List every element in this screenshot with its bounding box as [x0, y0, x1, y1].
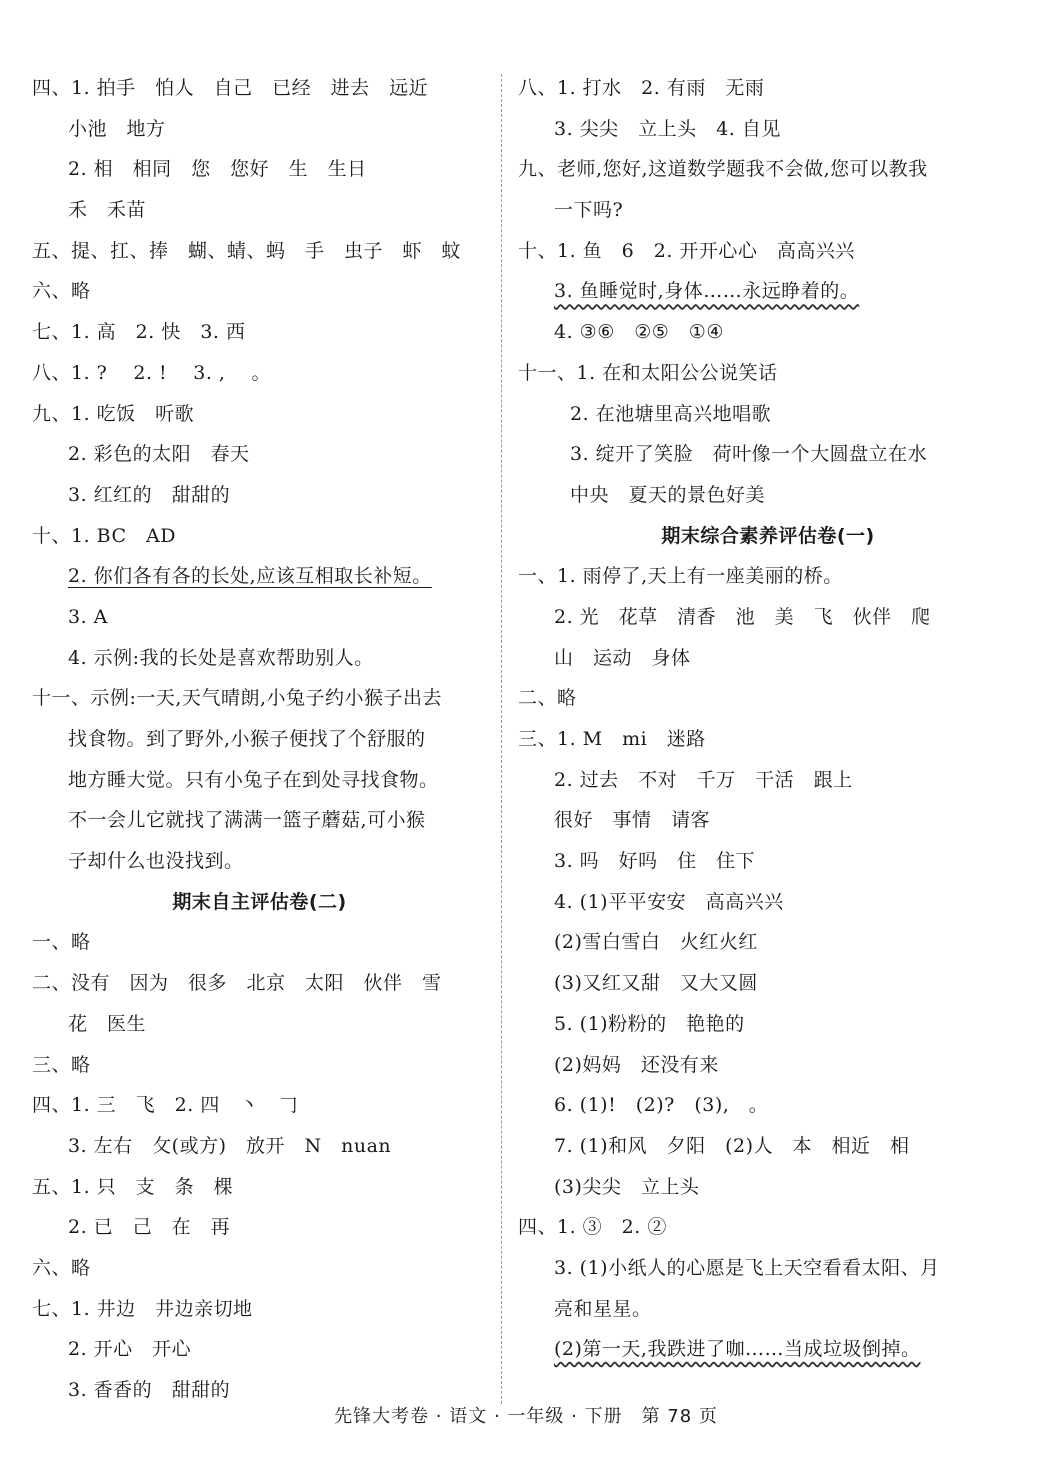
answer-line: 2. 彩色的太阳 春天: [68, 443, 250, 466]
answer-line: (2)第一天,我跌进了咖……当成垃圾倒掉。: [554, 1338, 921, 1361]
answer-line: 2. 已 己 在 再: [68, 1216, 231, 1239]
answer-line: 2. 相 相同 您 您好 生 生日: [68, 158, 367, 181]
answer-line: 十、1. 鱼 6 2. 开开心心 高高兴兴: [518, 239, 855, 262]
answer-line: 二、略: [518, 687, 577, 710]
answer-line: 3. 绽开了笑脸 荷叶像一个大圆盘立在水: [570, 443, 928, 466]
left-answer-column: [32, 68, 487, 1411]
answer-line: 一、略: [32, 931, 91, 954]
answer-line: 很好 事情 请客: [554, 809, 711, 832]
answer-line: 八、1. 打水 2. 有雨 无雨: [518, 77, 765, 99]
section-title: 期末自主评估卷(二): [172, 890, 347, 913]
answer-line: 四、1. 拍手 怕人 自己 已经 进去 远近: [32, 77, 429, 99]
answer-line: 小池 地方: [68, 117, 166, 140]
answer-line: (3)尖尖 立上头: [554, 1175, 700, 1198]
answer-line: 四、1. ③ 2. ②: [518, 1216, 667, 1239]
answer-line: 3. 尖尖 立上头 4. 自见: [554, 117, 781, 140]
answer-line: 九、老师,您好,这道数学题我不会做,您可以教我: [518, 158, 928, 181]
answer-line: 二、没有 因为 很多 北京 太阳 伙伴 雪: [32, 972, 442, 995]
answer-line: 十一、示例:一天,天气晴朗,小兔子约小猴子出去: [32, 687, 442, 710]
answer-line: 十一、1. 在和太阳公公说笑话: [518, 361, 778, 384]
answer-line: 五、1. 只 支 条 棵: [32, 1175, 234, 1198]
answer-line: (2)妈妈 还没有来: [554, 1053, 719, 1076]
answer-line: 4. ③⑥ ②⑤ ①④: [554, 321, 724, 344]
answer-line: 2. 光 花草 清香 池 美 飞 伙伴 爬: [554, 605, 931, 628]
answer-line: 3. 吗 好吗 住 住下: [554, 850, 756, 873]
answer-line: 3. (1)小纸人的心愿是飞上天空看看太阳、月: [554, 1256, 940, 1279]
answer-line: 4. 示例:我的长处是喜欢帮助别人。: [68, 646, 374, 669]
answer-line: 4. (1)平平安安 高高兴兴: [554, 890, 784, 913]
answer-line: 7. (1)和风 夕阳 (2)人 本 相近 相: [554, 1134, 910, 1157]
page-footer: 先锋大考卷 · 语文 · 一年级 · 下册 第 78 页: [334, 1406, 718, 1427]
answer-line: 不一会儿它就找了满满一篮子蘑菇,可小猴: [68, 809, 426, 832]
answer-line: 2. 你们各有各的长处,应该互相取长补短。: [68, 565, 432, 588]
answer-line: 3. 鱼睡觉时,身体……永远睁着的。: [554, 280, 860, 303]
answer-line: 3. 左右 攵(或方) 放开 N nuan: [68, 1134, 392, 1157]
answer-line: 九、1. 吃饭 听歌: [32, 402, 195, 425]
answer-line: 找食物。到了野外,小猴子便找了个舒服的: [68, 728, 426, 750]
answer-line: 四、1. 三 飞 2. 四 丶 𠃌: [32, 1094, 298, 1117]
answer-line: 中央 夏天的景色好美: [570, 483, 766, 506]
answer-line: 山 运动 身体: [554, 646, 691, 669]
answer-line: 三、1. M mi 迷路: [518, 728, 706, 750]
answer-line: 禾 禾苗: [68, 199, 147, 222]
answer-line: 子却什么也没找到。: [68, 850, 244, 873]
answer-line: 八、1. ? 2. ! 3. , 。: [32, 361, 271, 384]
answer-line: 3. 香香的 甜甜的: [68, 1379, 231, 1401]
answer-line: 六、略: [32, 1256, 91, 1279]
answer-line: 亮和星星。: [554, 1297, 652, 1320]
answer-line: 2. 在池塘里高兴地唱歌: [570, 402, 772, 425]
right-answer-column: [518, 68, 1018, 1370]
answer-line: 地方睡大觉。只有小兔子在到处寻找食物。: [68, 768, 439, 791]
answer-line: (2)雪白雪白 火红火红: [554, 931, 758, 954]
answer-line: (3)又红又甜 又大又圆: [554, 972, 758, 995]
answer-line: 三、略: [32, 1053, 91, 1076]
answer-line: 五、提、扛、捧 蝴、蜻、蚂 手 虫子 虾 蚊: [32, 239, 462, 262]
section-title: 期末综合素养评估卷(一): [661, 524, 875, 547]
answer-line: 3. A: [68, 605, 108, 628]
answer-line: 3. 红红的 甜甜的: [68, 483, 231, 506]
answer-line: 5. (1)粉粉的 艳艳的: [554, 1012, 745, 1035]
answer-line: 2. 开心 开心: [68, 1338, 192, 1361]
answer-line: 一、1. 雨停了,天上有一座美丽的桥。: [518, 565, 843, 588]
answer-line: 一下吗?: [554, 199, 624, 222]
answer-line: 2. 过去 不对 千万 干活 跟上: [554, 768, 853, 791]
answer-line: 花 医生: [68, 1012, 147, 1035]
answer-line: 七、1. 井边 井边亲切地: [32, 1297, 253, 1320]
answer-line: 七、1. 高 2. 快 3. 西: [32, 321, 246, 344]
answer-line: 六、略: [32, 280, 91, 303]
answer-line: 十、1. BC AD: [32, 524, 176, 547]
answer-line: 6. (1)! (2)? (3), 。: [554, 1094, 769, 1117]
column-divider: [501, 74, 502, 1404]
